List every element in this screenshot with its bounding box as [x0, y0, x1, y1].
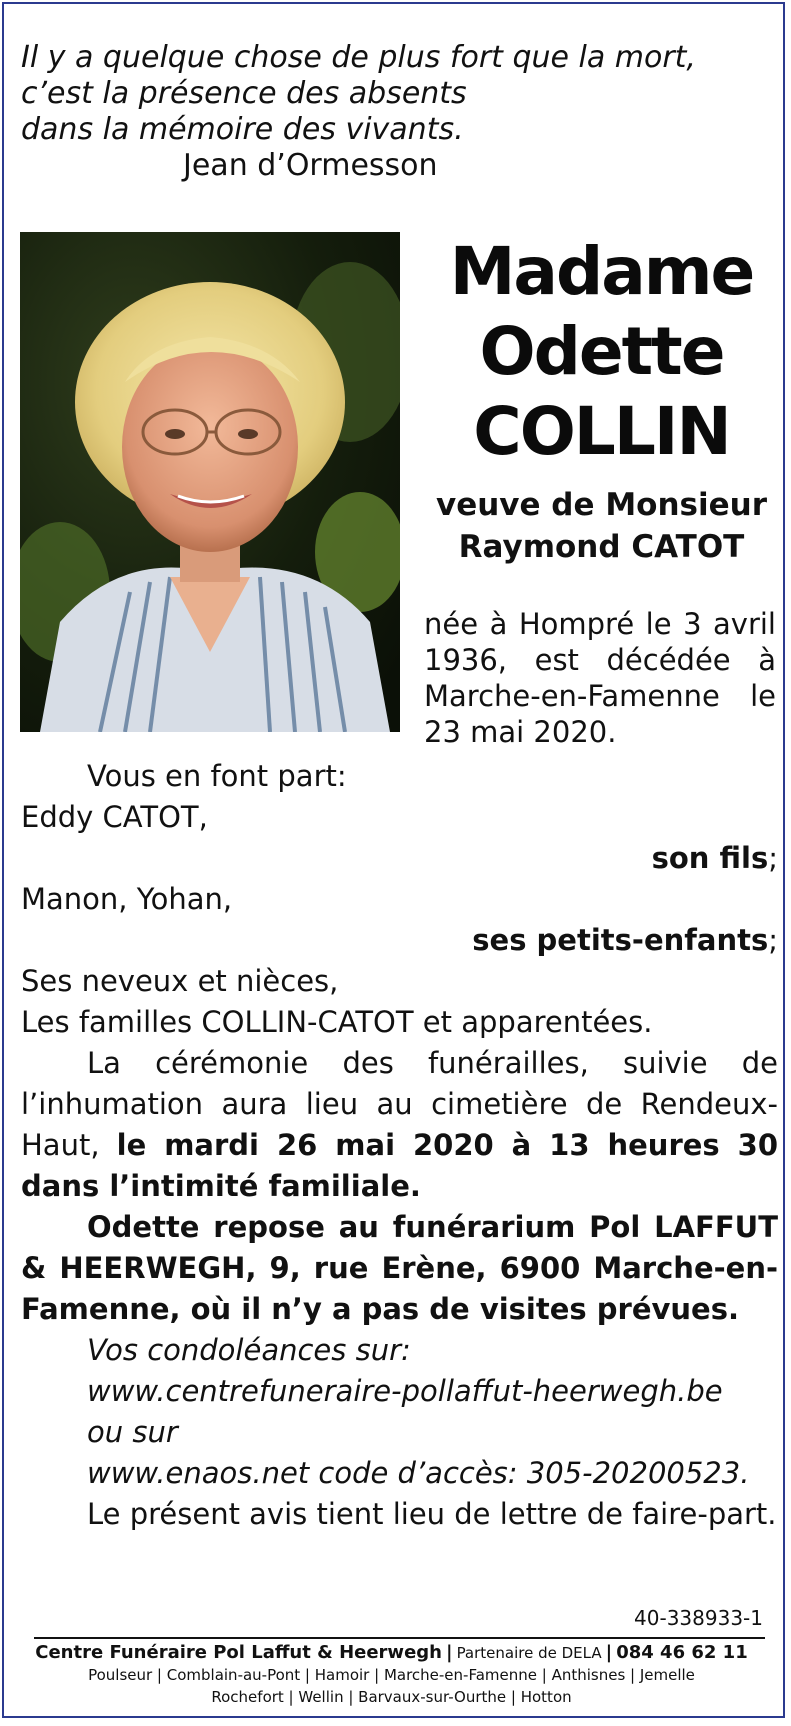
- ceremony-text: La cérémonie des funérailles, suivie de l’inhumation aura lieu au cimetière de Rendeux-Haut,: [21, 1046, 778, 1162]
- announcement-body: [21, 756, 778, 1535]
- deceased-heading: [424, 232, 779, 568]
- locations-line-1: Poulseur | Comblain-au-Pont | Hamoir | Marche-en-Famenne | Anthisnes | Jemelle: [88, 1666, 695, 1684]
- locations-line-2: Rochefort | Wellin | Barvaux-sur-Ourthe | Hotton: [211, 1688, 572, 1706]
- epigraph-quote: [21, 40, 761, 184]
- grandchildren-role: ses petits-enfants: [472, 923, 769, 957]
- ceremony-date: le mardi 26 mai 2020 à 13 heures 30 dans l’intimité familiale.: [21, 1128, 779, 1203]
- quote-line-1: Il y a quelque chose de plus fort que la mort,: [21, 40, 696, 75]
- son-role: son fils: [651, 841, 769, 875]
- deceased-last-name: COLLIN: [473, 393, 730, 470]
- widow-line-2: Raymond CATOT: [458, 529, 745, 565]
- quote-author: Jean d’Ormesson: [183, 148, 438, 183]
- portrait-photo: [20, 232, 400, 732]
- widow-of: [424, 484, 779, 568]
- condolences-link-2[interactable]: www.enaos.net code d’accès: 305-20200523.: [87, 1456, 750, 1490]
- closing-paragraph: Le présent avis tient lieu de lettre de faire-part.: [87, 1497, 777, 1531]
- funeral-home-footer: [14, 1642, 769, 1708]
- son-role-punct: ;: [768, 841, 778, 875]
- footer-divider: [34, 1637, 765, 1639]
- condolences-link-1[interactable]: www.centrefuneraire-pollaffut-heerwegh.be: [87, 1374, 723, 1408]
- obituary-notice: [2, 2, 785, 1718]
- grandchildren-punct: ;: [768, 923, 778, 957]
- birth-death-info: née à Hompré le 3 avril 1936, est décédée à Marche-en-Famenne le 23 mai 2020.: [424, 607, 776, 749]
- widow-line-1: veuve de Monsieur: [435, 487, 767, 523]
- grandchildren-names: Manon, Yohan,: [21, 882, 233, 916]
- announcement-intro: Vous en font part:: [87, 759, 347, 793]
- condolences-or: ou sur: [87, 1415, 178, 1449]
- quote-line-2: c’est la présence des absents: [21, 76, 467, 111]
- condolences-intro: Vos condoléances sur:: [87, 1333, 411, 1367]
- son-name: Eddy CATOT,: [21, 800, 208, 834]
- partner-text: Partenaire de DELA: [456, 1644, 602, 1662]
- ceremony-paragraph: [21, 1043, 778, 1207]
- son-role-line: [21, 838, 778, 879]
- phone-number[interactable]: 084 46 62 11: [616, 1642, 748, 1663]
- reference-number: 40-338933-1: [634, 1606, 763, 1630]
- company-name: Centre Funéraire Pol Laffut & Heerwegh: [35, 1642, 442, 1663]
- nephews-line: Ses neveux et nièces,: [21, 964, 339, 998]
- portrait-photo-icon: [20, 232, 400, 732]
- quote-line-3: dans la mémoire des vivants.: [21, 112, 464, 147]
- footer-line-1: Centre Funéraire Pol Laffut & Heerwegh | Partenaire de DELA | 084 46 62 11: [35, 1642, 748, 1663]
- families-line: Les familles COLLIN-CATOT et apparentées.: [21, 1005, 653, 1039]
- deceased-title: Madame: [449, 233, 754, 310]
- rest-paragraph: Odette repose au funérarium Pol LAFFUT & HEERWEGH, 9, rue Erène, 6900 Marche-en-Famenne, où il n’y a pas de visites prévues.: [21, 1210, 778, 1326]
- grandchildren-role-line: [21, 920, 778, 961]
- deceased-first-name: Odette: [479, 313, 724, 390]
